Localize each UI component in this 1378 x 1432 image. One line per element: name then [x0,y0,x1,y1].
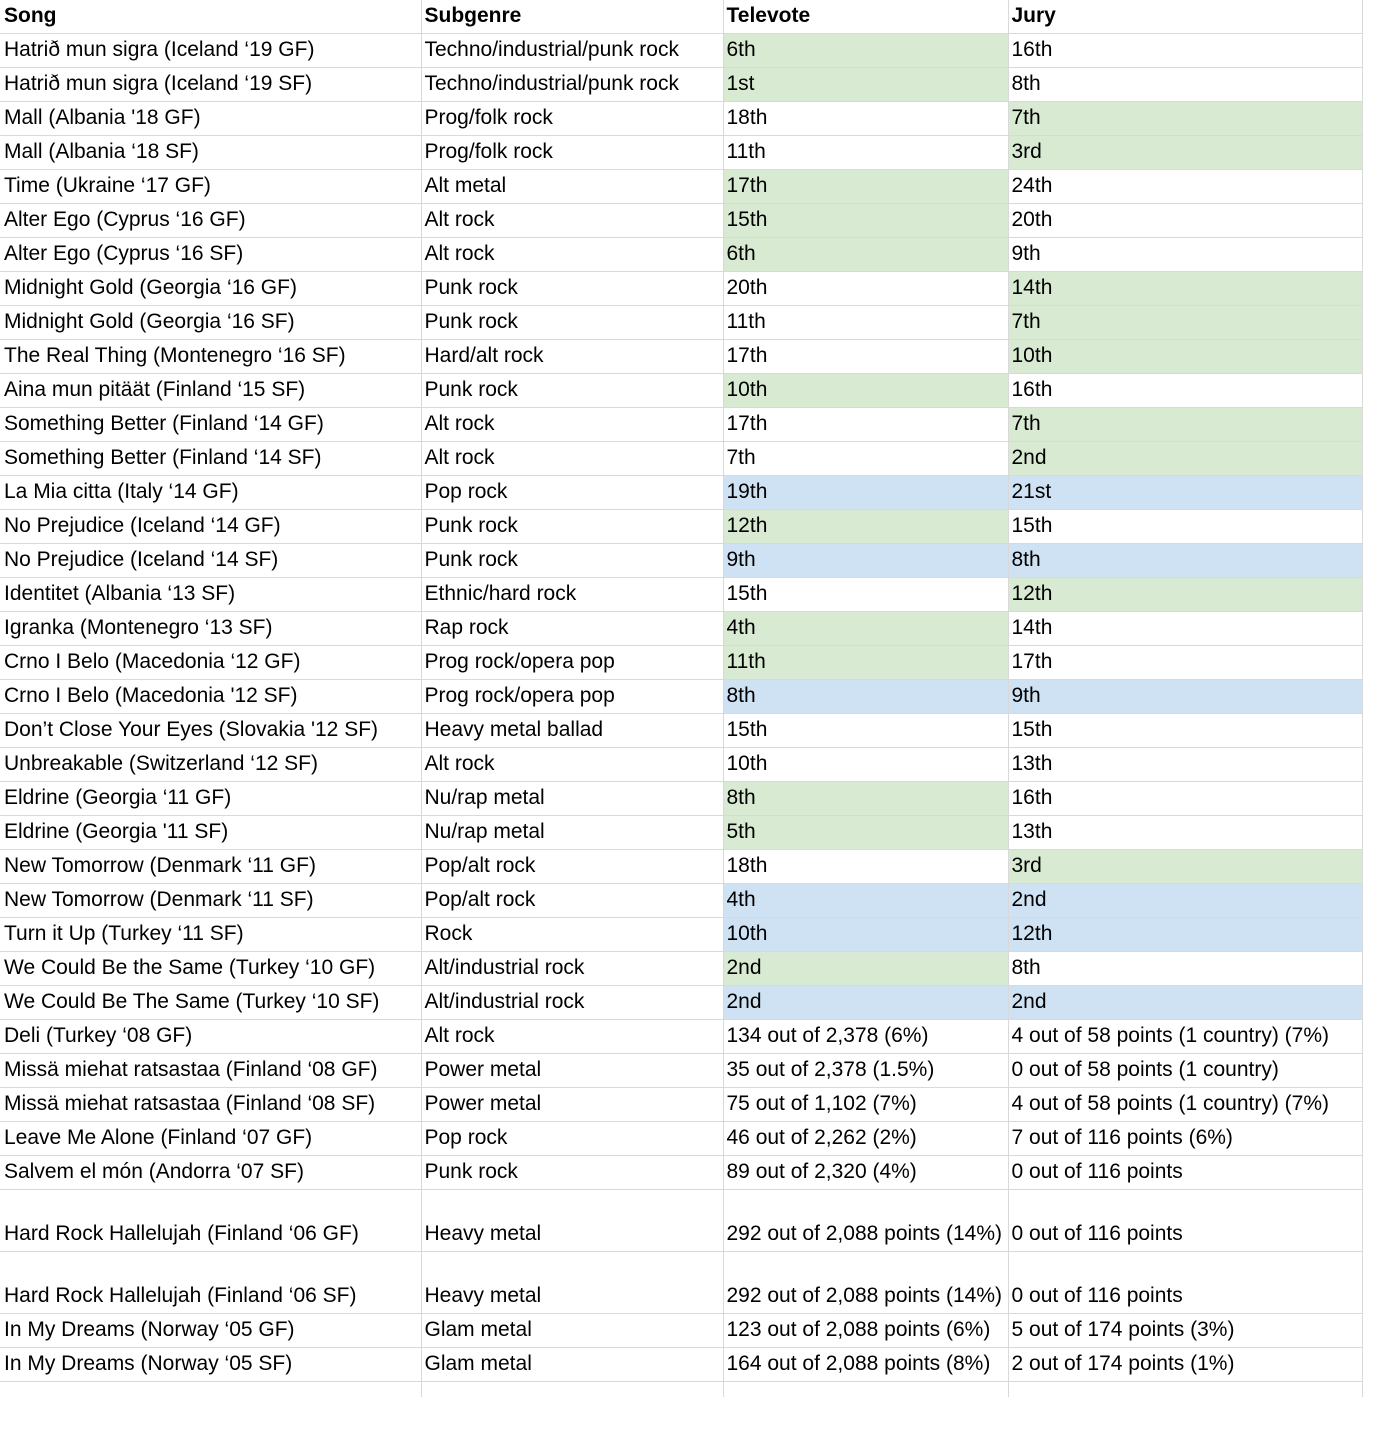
table-row [0,679,1362,713]
empty-cell[interactable] [421,1381,723,1397]
song-cell[interactable]: Deli (Turkey ‘08 GF) [0,1019,421,1053]
song-cell[interactable]: Identitet (Albania ‘13 SF) [0,577,421,611]
jury-cell[interactable]: 7th [1008,101,1362,135]
jury-cell[interactable]: 13th [1008,747,1362,781]
jury-cell[interactable]: 10th [1008,339,1362,373]
table-row [0,645,1362,679]
subgenre-cell[interactable]: Prog/folk rock [421,101,723,135]
song-cell[interactable]: We Could Be The Same (Turkey ‘10 SF) [0,985,421,1019]
song-cell[interactable]: Turn it Up (Turkey ‘11 SF) [0,917,421,951]
televote-cell[interactable]: 8th [723,679,1008,713]
subgenre-cell[interactable]: Prog/folk rock [421,135,723,169]
song-cell[interactable]: Mall (Albania '18 GF) [0,101,421,135]
jury-cell[interactable]: 16th [1008,373,1362,407]
jury-cell[interactable]: 12th [1008,917,1362,951]
song-cell[interactable]: La Mia citta (Italy ‘14 GF) [0,475,421,509]
subgenre-cell[interactable]: Alt rock [421,203,723,237]
subgenre-cell[interactable]: Alt/industrial rock [421,985,723,1019]
table-row [0,339,1362,373]
song-cell[interactable]: Igranka (Montenegro ‘13 SF) [0,611,421,645]
subgenre-cell[interactable]: Punk rock [421,1155,723,1189]
table-row [0,543,1362,577]
table-row [0,67,1362,101]
song-cell[interactable]: Time (Ukraine ‘17 GF) [0,169,421,203]
table-row [0,1251,1362,1313]
subgenre-cell[interactable]: Power metal [421,1087,723,1121]
song-cell[interactable]: Missä miehat ratsastaa (Finland ‘08 SF) [0,1087,421,1121]
televote-cell[interactable]: 46 out of 2,262 (2%) [723,1121,1008,1155]
song-cell[interactable]: Eldrine (Georgia '11 SF) [0,815,421,849]
televote-cell[interactable]: 123 out of 2,088 points (6%) [723,1313,1008,1347]
song-cell[interactable]: We Could Be the Same (Turkey ‘10 GF) [0,951,421,985]
televote-cell[interactable]: 7th [723,441,1008,475]
televote-cell[interactable]: 11th [723,135,1008,169]
table-row [0,203,1362,237]
empty-cell[interactable] [0,1381,421,1397]
subgenre-cell[interactable]: Alt rock [421,441,723,475]
subgenre-cell[interactable]: Punk rock [421,271,723,305]
jury-cell[interactable]: 0 out of 116 points [1008,1189,1362,1251]
subgenre-cell[interactable]: Heavy metal [421,1251,723,1313]
subgenre-cell[interactable]: Nu/rap metal [421,781,723,815]
table-row [0,1019,1362,1053]
empty-row [0,1381,1362,1397]
jury-cell[interactable]: 0 out of 116 points [1008,1251,1362,1313]
televote-cell[interactable]: 6th [723,33,1008,67]
table-row [0,271,1362,305]
subgenre-cell[interactable]: Heavy metal [421,1189,723,1251]
subgenre-cell[interactable]: Punk rock [421,543,723,577]
table-body [0,33,1362,1381]
jury-cell[interactable]: 15th [1008,713,1362,747]
subgenre-cell[interactable]: Alt rock [421,407,723,441]
song-cell[interactable]: New Tomorrow (Denmark ‘11 SF) [0,883,421,917]
song-cell[interactable]: No Prejudice (Iceland ‘14 SF) [0,543,421,577]
jury-cell[interactable]: 8th [1008,543,1362,577]
table-row [0,407,1362,441]
table-row [0,475,1362,509]
jury-cell[interactable]: 4 out of 58 points (1 country) (7%) [1008,1087,1362,1121]
jury-cell[interactable]: 7th [1008,305,1362,339]
jury-cell[interactable]: 3rd [1008,849,1362,883]
televote-cell[interactable]: 17th [723,169,1008,203]
table-row [0,815,1362,849]
table-row [0,917,1362,951]
televote-cell[interactable]: 18th [723,101,1008,135]
televote-cell[interactable]: 5th [723,815,1008,849]
subgenre-cell[interactable]: Prog rock/opera pop [421,645,723,679]
song-cell[interactable]: Leave Me Alone (Finland ‘07 GF) [0,1121,421,1155]
subgenre-cell[interactable]: Heavy metal ballad [421,713,723,747]
header-song[interactable]: Song [0,0,421,33]
jury-cell[interactable]: 13th [1008,815,1362,849]
table-row [0,169,1362,203]
televote-cell[interactable]: 15th [723,577,1008,611]
televote-cell[interactable]: 4th [723,611,1008,645]
table-row [0,849,1362,883]
televote-cell[interactable]: 1st [723,67,1008,101]
jury-cell[interactable]: 7th [1008,407,1362,441]
subgenre-cell[interactable]: Alt rock [421,747,723,781]
subgenre-cell[interactable]: Pop/alt rock [421,883,723,917]
table-row [0,577,1362,611]
subgenre-cell[interactable]: Ethnic/hard rock [421,577,723,611]
song-cell[interactable]: Crno I Belo (Macedonia ‘12 GF) [0,645,421,679]
table-row [0,1053,1362,1087]
televote-cell[interactable]: 10th [723,373,1008,407]
song-cell[interactable]: New Tomorrow (Denmark ‘11 GF) [0,849,421,883]
televote-cell[interactable]: 18th [723,849,1008,883]
televote-cell[interactable]: 17th [723,339,1008,373]
televote-cell[interactable]: 134 out of 2,378 (6%) [723,1019,1008,1053]
jury-cell[interactable]: 5 out of 174 points (3%) [1008,1313,1362,1347]
jury-cell[interactable]: 0 out of 116 points [1008,1155,1362,1189]
header-jury[interactable]: Jury [1008,0,1362,33]
subgenre-cell[interactable]: Hard/alt rock [421,339,723,373]
subgenre-cell[interactable]: Rap rock [421,611,723,645]
table-row [0,509,1362,543]
table-row [0,441,1362,475]
jury-cell[interactable]: 3rd [1008,135,1362,169]
jury-cell[interactable]: 2nd [1008,985,1362,1019]
jury-cell[interactable]: 14th [1008,611,1362,645]
jury-cell[interactable]: 2 out of 174 points (1%) [1008,1347,1362,1381]
song-cell[interactable]: The Real Thing (Montenegro ‘16 SF) [0,339,421,373]
subgenre-cell[interactable]: Pop rock [421,1121,723,1155]
televote-cell[interactable]: 2nd [723,985,1008,1019]
televote-cell[interactable]: 89 out of 2,320 (4%) [723,1155,1008,1189]
televote-cell[interactable]: 292 out of 2,088 points (14%) [723,1251,1008,1313]
song-cell[interactable]: Eldrine (Georgia ‘11 GF) [0,781,421,815]
table-row [0,747,1362,781]
televote-cell[interactable]: 12th [723,509,1008,543]
song-cell[interactable]: Don’t Close Your Eyes (Slovakia '12 SF) [0,713,421,747]
table-row [0,33,1362,67]
televote-cell[interactable]: 17th [723,407,1008,441]
table-row [0,1087,1362,1121]
televote-cell[interactable]: 11th [723,645,1008,679]
subgenre-cell[interactable]: Pop rock [421,475,723,509]
televote-cell[interactable]: 35 out of 2,378 (1.5%) [723,1053,1008,1087]
jury-cell[interactable]: 21st [1008,475,1362,509]
table-row [0,305,1362,339]
televote-cell[interactable]: 164 out of 2,088 points (8%) [723,1347,1008,1381]
table-row [0,135,1362,169]
televote-cell[interactable]: 9th [723,543,1008,577]
subgenre-cell[interactable]: Punk rock [421,373,723,407]
header-row [0,0,1362,33]
song-cell[interactable]: Alter Ego (Cyprus ‘16 SF) [0,237,421,271]
song-cell[interactable]: In My Dreams (Norway ‘05 SF) [0,1347,421,1381]
subgenre-cell[interactable]: Glam metal [421,1313,723,1347]
jury-cell[interactable]: 9th [1008,237,1362,271]
televote-cell[interactable]: 8th [723,781,1008,815]
song-cell[interactable]: Mall (Albania ‘18 SF) [0,135,421,169]
jury-cell[interactable]: 0 out of 58 points (1 country) [1008,1053,1362,1087]
empty-cell[interactable] [723,1381,1008,1397]
jury-cell[interactable]: 17th [1008,645,1362,679]
subgenre-cell[interactable]: Alt rock [421,1019,723,1053]
song-cell[interactable]: Something Better (Finland ‘14 GF) [0,407,421,441]
subgenre-cell[interactable]: Nu/rap metal [421,815,723,849]
televote-cell[interactable]: 10th [723,747,1008,781]
song-cell[interactable]: Aina mun pitäät (Finland ‘15 SF) [0,373,421,407]
table-row [0,781,1362,815]
table-row [0,237,1362,271]
subgenre-cell[interactable]: Alt metal [421,169,723,203]
televote-cell[interactable]: 19th [723,475,1008,509]
jury-cell[interactable]: 9th [1008,679,1362,713]
televote-cell[interactable]: 10th [723,917,1008,951]
table-row [0,713,1362,747]
subgenre-cell[interactable]: Prog rock/opera pop [421,679,723,713]
televote-cell[interactable]: 15th [723,713,1008,747]
song-cell[interactable]: Crno I Belo (Macedonia '12 SF) [0,679,421,713]
song-cell[interactable]: Hard Rock Hallelujah (Finland ‘06 GF) [0,1189,421,1251]
televote-cell[interactable]: 2nd [723,951,1008,985]
subgenre-cell[interactable]: Rock [421,917,723,951]
table-row [0,1121,1362,1155]
song-cell[interactable]: Alter Ego (Cyprus ‘16 GF) [0,203,421,237]
televote-cell[interactable]: 6th [723,237,1008,271]
song-cell[interactable]: Midnight Gold (Georgia ‘16 SF) [0,305,421,339]
televote-cell[interactable]: 4th [723,883,1008,917]
jury-cell[interactable]: 2nd [1008,883,1362,917]
song-cell[interactable]: In My Dreams (Norway ‘05 GF) [0,1313,421,1347]
header-subgenre[interactable]: Subgenre [421,0,723,33]
jury-cell[interactable]: 14th [1008,271,1362,305]
song-cell[interactable]: Midnight Gold (Georgia ‘16 GF) [0,271,421,305]
table-row [0,611,1362,645]
televote-cell[interactable]: 15th [723,203,1008,237]
table-row [0,1189,1362,1251]
jury-cell[interactable]: 2nd [1008,441,1362,475]
song-cell[interactable]: Unbreakable (Switzerland ‘12 SF) [0,747,421,781]
song-cell[interactable]: Something Better (Finland ‘14 SF) [0,441,421,475]
jury-cell[interactable]: 12th [1008,577,1362,611]
song-cell[interactable]: Missä miehat ratsastaa (Finland ‘08 GF) [0,1053,421,1087]
subgenre-cell[interactable]: Punk rock [421,305,723,339]
table-row [0,883,1362,917]
table-row [0,1313,1362,1347]
table-row [0,1347,1362,1381]
song-cell[interactable]: No Prejudice (Iceland ‘14 GF) [0,509,421,543]
subgenre-cell[interactable]: Alt rock [421,237,723,271]
jury-cell[interactable]: 24th [1008,169,1362,203]
subgenre-cell[interactable]: Techno/industrial/punk rock [421,33,723,67]
subgenre-cell[interactable]: Alt/industrial rock [421,951,723,985]
table-row [0,1155,1362,1189]
subgenre-cell[interactable]: Power metal [421,1053,723,1087]
subgenre-cell[interactable]: Punk rock [421,509,723,543]
televote-cell[interactable]: 292 out of 2,088 points (14%) [723,1189,1008,1251]
jury-cell[interactable]: 16th [1008,781,1362,815]
subgenre-cell[interactable]: Glam metal [421,1347,723,1381]
jury-cell[interactable]: 20th [1008,203,1362,237]
subgenre-cell[interactable]: Techno/industrial/punk rock [421,67,723,101]
jury-cell[interactable]: 16th [1008,33,1362,67]
jury-cell[interactable]: 4 out of 58 points (1 country) (7%) [1008,1019,1362,1053]
jury-cell[interactable]: 8th [1008,951,1362,985]
televote-cell[interactable]: 11th [723,305,1008,339]
header-televote[interactable]: Televote [723,0,1008,33]
song-cell[interactable]: Salvem el món (Andorra ‘07 SF) [0,1155,421,1189]
table-row [0,951,1362,985]
song-cell[interactable]: Hatrið mun sigra (Iceland ‘19 GF) [0,33,421,67]
song-cell[interactable]: Hard Rock Hallelujah (Finland ‘06 SF) [0,1251,421,1313]
televote-cell[interactable]: 75 out of 1,102 (7%) [723,1087,1008,1121]
table-row [0,373,1362,407]
table-row [0,985,1362,1019]
table-row [0,101,1362,135]
empty-cell[interactable] [1008,1381,1362,1397]
jury-cell[interactable]: 8th [1008,67,1362,101]
song-cell[interactable]: Hatrið mun sigra (Iceland ‘19 SF) [0,67,421,101]
subgenre-cell[interactable]: Pop/alt rock [421,849,723,883]
televote-cell[interactable]: 20th [723,271,1008,305]
jury-cell[interactable]: 15th [1008,509,1362,543]
jury-cell[interactable]: 7 out of 116 points (6%) [1008,1121,1362,1155]
